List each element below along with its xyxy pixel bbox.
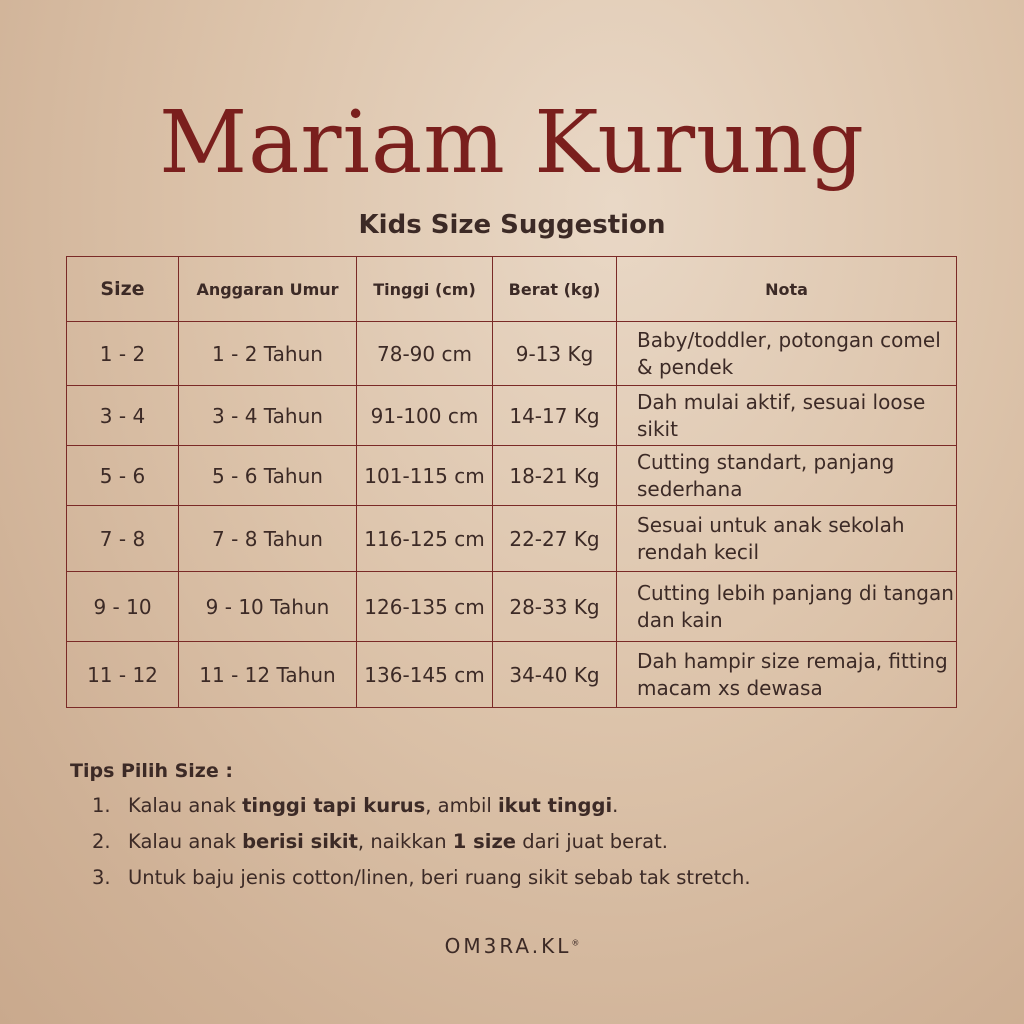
- table-header-row: [67, 257, 957, 322]
- header-size: Size: [67, 257, 179, 322]
- cell-age: 11 - 12 Tahun: [179, 642, 357, 708]
- header-height: Tinggi (cm): [357, 257, 493, 322]
- cell-size: 7 - 8: [67, 506, 179, 572]
- cell-note: Dah hampir size remaja, fitting macam xs dewasa: [617, 642, 957, 708]
- cell-height: 116-125 cm: [357, 506, 493, 572]
- cell-note: Cutting lebih panjang di tangan dan kain: [617, 572, 957, 642]
- brand-logo: [0, 934, 1024, 958]
- tips-list: [92, 792, 751, 900]
- page-title: Mariam Kurung: [159, 93, 865, 193]
- tip-text: dari juat berat.: [516, 830, 668, 853]
- brand-name: OM3RA.KL: [444, 934, 572, 958]
- cell-size: 1 - 2: [67, 322, 179, 386]
- cell-size: 9 - 10: [67, 572, 179, 642]
- cell-size: 5 - 6: [67, 446, 179, 506]
- tip-text: .: [612, 794, 619, 817]
- tip-item: [92, 792, 751, 828]
- cell-size: 3 - 4: [67, 386, 179, 446]
- page-subtitle: Kids Size Suggestion: [358, 210, 666, 240]
- tip-item: [92, 828, 751, 864]
- tip-text: , naikkan: [357, 830, 453, 853]
- cell-age: 1 - 2 Tahun: [179, 322, 357, 386]
- tip-text-bold: 1 size: [452, 830, 517, 853]
- tip-item: [92, 864, 751, 900]
- registered-mark: ®: [571, 938, 580, 948]
- tip-text: , ambil: [425, 794, 498, 817]
- size-table: [66, 256, 957, 708]
- cell-height: 101-115 cm: [357, 446, 493, 506]
- cell-note: Baby/toddler, potongan comel & pendek: [617, 322, 957, 386]
- cell-weight: 22-27 Kg: [493, 506, 617, 572]
- cell-weight: 18-21 Kg: [493, 446, 617, 506]
- tip-text-bold: berisi sikit: [242, 830, 358, 853]
- cell-note: Cutting standart, panjang sederhana: [617, 446, 957, 506]
- cell-weight: 14-17 Kg: [493, 386, 617, 446]
- cell-height: 78-90 cm: [357, 322, 493, 386]
- table-row: [67, 446, 957, 506]
- header-weight: Berat (kg): [493, 257, 617, 322]
- cell-size: 11 - 12: [67, 642, 179, 708]
- table-row: [67, 322, 957, 386]
- table-row: [67, 386, 957, 446]
- tip-text-bold: tinggi tapi kurus: [242, 794, 426, 817]
- tips-title: Tips Pilih Size :: [70, 760, 233, 782]
- cell-age: 3 - 4 Tahun: [179, 386, 357, 446]
- tip-text: Kalau anak: [128, 794, 243, 817]
- tip-number: 3.: [92, 866, 111, 889]
- cell-weight: 9-13 Kg: [493, 322, 617, 386]
- cell-note: Sesuai untuk anak sekolah rendah kecil: [617, 506, 957, 572]
- cell-age: 9 - 10 Tahun: [179, 572, 357, 642]
- cell-height: 136-145 cm: [357, 642, 493, 708]
- tip-number: 1.: [92, 794, 111, 817]
- cell-age: 7 - 8 Tahun: [179, 506, 357, 572]
- cell-note: Dah mulai aktif, sesuai loose sikit: [617, 386, 957, 446]
- tip-text-bold: ikut tinggi: [498, 794, 613, 817]
- cell-age: 5 - 6 Tahun: [179, 446, 357, 506]
- table-row: [67, 642, 957, 708]
- cell-height: 91-100 cm: [357, 386, 493, 446]
- tip-text: Untuk baju jenis cotton/linen, beri ruang sikit sebab tak stretch.: [128, 866, 751, 889]
- table-row: [67, 506, 957, 572]
- tip-text: Kalau anak: [128, 830, 243, 853]
- tip-number: 2.: [92, 830, 111, 853]
- cell-height: 126-135 cm: [357, 572, 493, 642]
- header-note: Nota: [617, 257, 957, 322]
- cell-weight: 34-40 Kg: [493, 642, 617, 708]
- header-age: Anggaran Umur: [179, 257, 357, 322]
- cell-weight: 28-33 Kg: [493, 572, 617, 642]
- table-row: [67, 572, 957, 642]
- table-body: [67, 322, 957, 708]
